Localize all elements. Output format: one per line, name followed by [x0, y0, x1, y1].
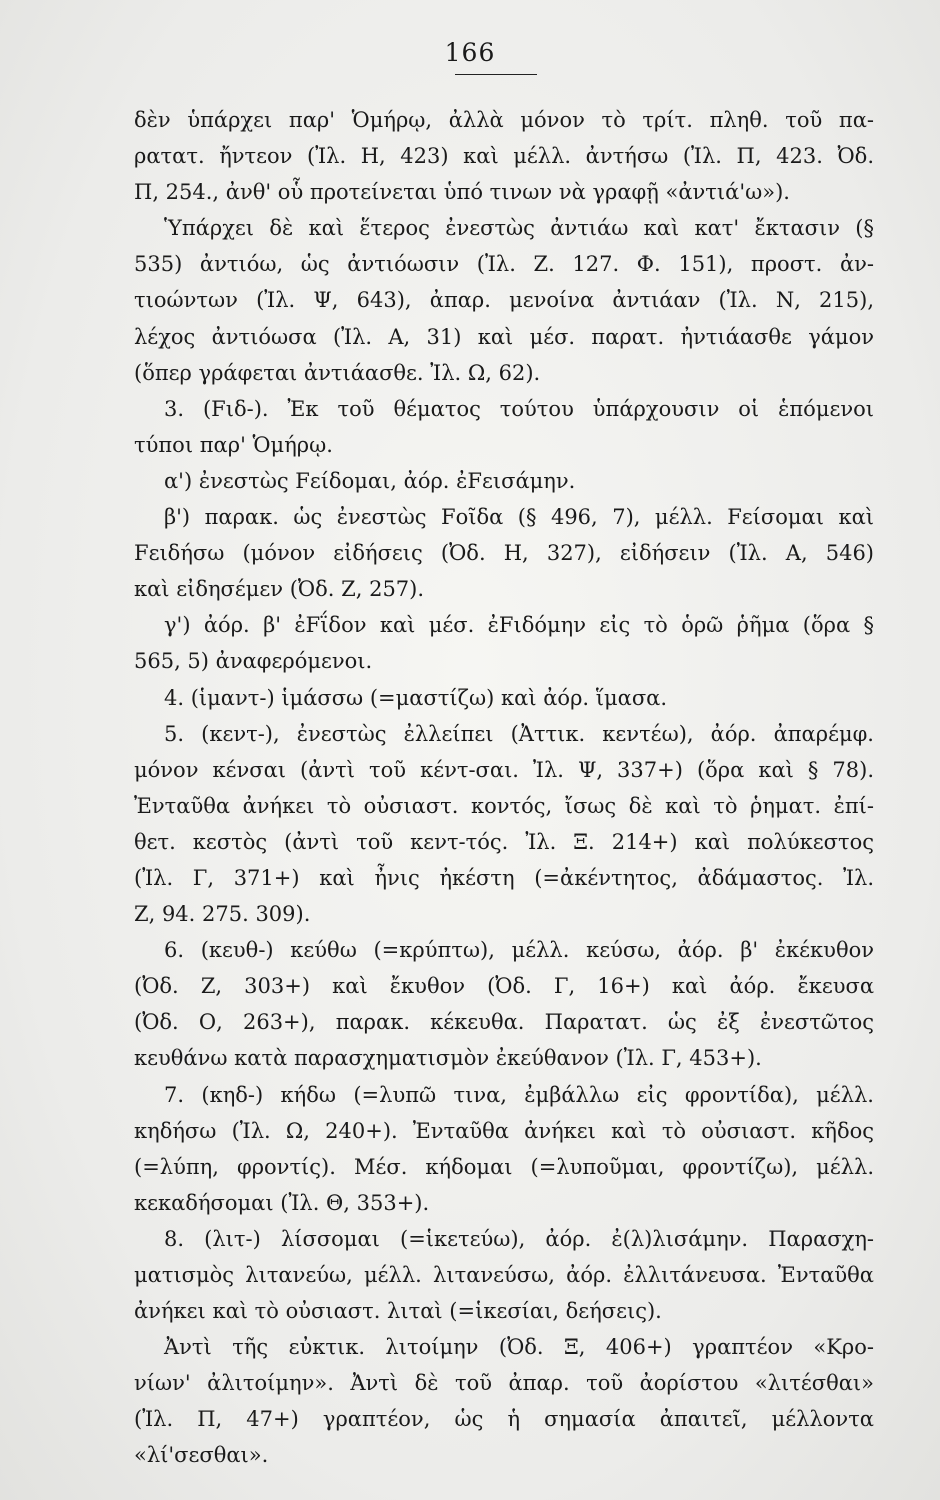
text-line: γ') ἀόρ. β' ἐFΐδον καὶ μέσ. ἐFιδόμην εἰς τὸ ὁρῶ ῥῆμα (ὅρα §: [164, 613, 874, 638]
text-line: 7. (κηδ-) κήδω (=λυπῶ τινα, ἐμβάλλω εἰς φροντίδα), μέλλ.: [164, 1082, 874, 1107]
text-line: (Ὀδ. Ο, 263+), παρακ. κέκευθα. Παρατατ. ὡς ἐξ ἐνεστῶτος: [134, 1010, 874, 1035]
text-line: ἀνήκει καὶ τὸ οὐσιαστ. λιταὶ (=ἱκεσίαι, δεήσεις).: [134, 1299, 662, 1324]
text-line: μόνον κένσαι (ἀντὶ τοῦ κέντ-σαι. Ἰλ. Ψ, 337+) (ὅρα καὶ § 78).: [134, 757, 874, 782]
page-number-rule: [455, 74, 537, 75]
text-line: Π, 254., ἀνθ' οὗ προτείνεται ὑπό τινων νὰ γραφῇ «ἀντιά'ω»).: [134, 180, 790, 205]
text-line: 8. (λιτ-) λίσσομαι (=ἱκετεύω), ἀόρ. ἐ(λ)λισάμην. Παρασχη-: [164, 1226, 874, 1251]
text-line: «λί'σεσθαι».: [134, 1443, 269, 1468]
text-line: 535) ἀντιόω, ὡς ἀντιόωσιν (Ἰλ. Ζ. 127. Φ. 151), προστ. ἀν-: [134, 252, 874, 277]
page-number: 166: [444, 38, 496, 67]
text-line: 3. (Fιδ-). Ἐκ τοῦ θέματος τούτου ὑπάρχουσιν οἱ ἑπόμενοι: [164, 396, 874, 421]
text-line: (=λύπη, φροντίς). Μέσ. κήδομαι (=λυποῦμαι, φροντίζω), μέλλ.: [134, 1154, 874, 1179]
text-line: θετ. κεστὸς (ἀντὶ τοῦ κεντ-τός. Ἰλ. Ξ. 214+) καὶ πολύκεστος: [134, 829, 874, 854]
body-text: [134, 102, 874, 1474]
text-line: Ἐνταῦθα ἀνήκει τὸ οὐσιαστ. κοντός, ἴσως δὲ καὶ τὸ ῥηματ. ἐπί-: [134, 793, 874, 818]
text-line: δὲν ὑπάρχει παρ' Ὁμήρῳ, ἀλλὰ μόνον τὸ τρίτ. πληθ. τοῦ πα-: [134, 108, 874, 132]
text-line: κεκαδήσομαι (Ἰλ. Θ, 353+).: [134, 1190, 430, 1215]
text-line: (Ἰλ. Π, 47+) γραπτέον, ὡς ἡ σημασία ἀπαιτεῖ, μέλλοντα: [134, 1407, 874, 1432]
text-line: 6. (κευθ-) κεύθω (=κρύπτω), μέλλ. κεύσω, ἀόρ. β' ἐκέκυθον: [164, 938, 874, 963]
text-line: ρατατ. ἤντεον (Ἰλ. Η, 423) καὶ μέλλ. ἀντήσω (Ἰλ. Π, 423. Ὀδ.: [134, 144, 874, 169]
text-line: κευθάνω κατὰ παρασχηματισμὸν ἐκεύθανον (Ἰλ. Γ, 453+).: [134, 1046, 762, 1071]
text-line: α') ἐνεστὼς Fείδομαι, ἀόρ. ἐFεισάμην.: [164, 468, 576, 493]
text-line: Ὑπάρχει δὲ καὶ ἕτερος ἐνεστὼς ἀντιάω καὶ κατ' ἔκτασιν (§: [164, 216, 874, 241]
text-line: Ἀντὶ τῆς εὐκτικ. λιτοίμην (Ὀδ. Ξ, 406+) γραπτέον «Κρο-: [164, 1335, 874, 1360]
text-line: ματισμὸς λιτανεύω, μέλλ. λιτανεύσω, ἀόρ. ἐλλιτάνευσα. Ἐνταῦθα: [134, 1263, 874, 1287]
text-line: νίων' ἀλιτοίμην». Ἀντὶ δὲ τοῦ ἀπαρ. τοῦ ἀορίστου «λιτέσθαι»: [134, 1371, 874, 1396]
text-line: 5. (κεντ-), ἐνεστὼς ἐλλείπει (Ἀττικ. κεντέω), ἀόρ. ἀπαρέμφ.: [164, 721, 874, 746]
text-line: (ὅπερ γράφεται ἀντιάασθε. Ἰλ. Ω, 62).: [134, 360, 541, 385]
text-line: λέχος ἀντιόωσα (Ἰλ. Α, 31) καὶ μέσ. παρατ. ἠντιάασθε γάμον: [134, 324, 874, 349]
text-line: κηδήσω (Ἰλ. Ω, 240+). Ἐνταῦθα ἀνήκει καὶ τὸ οὐσιαστ. κῆδος: [134, 1118, 874, 1143]
text-line: τιοώντων (Ἰλ. Ψ, 643), ἀπαρ. μενοίνα ἀντιάαν (Ἰλ. Ν, 215),: [134, 288, 874, 313]
text-line: Fειδήσω (μόνον εἰδήσεις (Ὀδ. Η, 327), εἰδήσειν (Ἰλ. Α, 546): [134, 541, 874, 566]
text-line: 565, 5) ἀναφερόμενοι.: [134, 649, 373, 674]
text-line: Ζ, 94. 275. 309).: [134, 902, 311, 927]
text-line: (Ἰλ. Γ, 371+) καὶ ἦνις ἠκέστη (=ἀκέντητος, ἀδάμαστος. Ἰλ.: [134, 865, 874, 890]
text-line: 4. (ἱμαντ-) ἱμάσσω (=μαστίζω) καὶ ἀόρ. ἵμασα.: [164, 685, 668, 710]
text-line: τύποι παρ' Ὁμήρῳ.: [134, 432, 333, 457]
text-line: καὶ εἰδησέμεν (Ὀδ. Ζ, 257).: [134, 577, 425, 602]
text-line: β') παρακ. ὡς ἐνεστὼς Fοῖδα (§ 496, 7), μέλλ. Fείσομαι καὶ: [164, 505, 874, 530]
text-line: (Ὀδ. Ζ, 303+) καὶ ἔκυθον (Ὀδ. Γ, 16+) καὶ ἀόρ. ἔκευσα: [134, 974, 874, 999]
